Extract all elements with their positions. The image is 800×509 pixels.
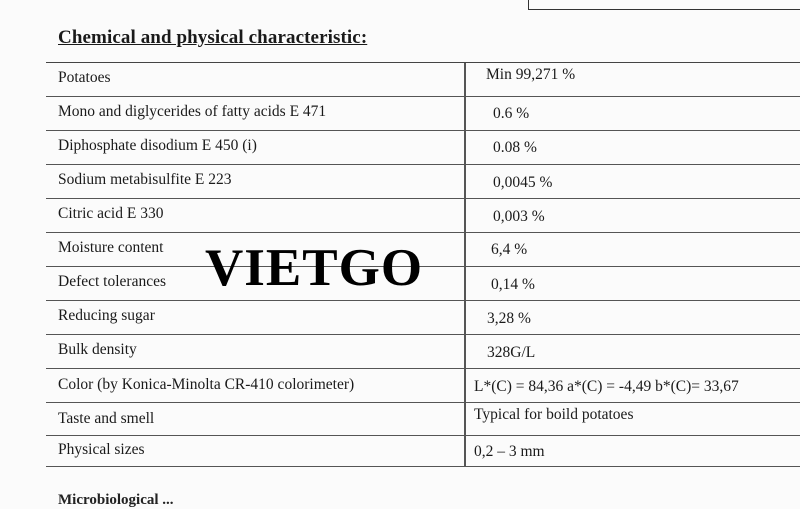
table-row xyxy=(46,436,800,467)
row-label: Defect tolerances xyxy=(58,273,167,290)
row-value: Typical for boild potatoes xyxy=(474,406,634,423)
row-label: Sodium metabisulfite E 223 xyxy=(58,171,232,188)
row-value: 0,14 % xyxy=(491,276,535,293)
table-row xyxy=(46,403,800,436)
row-label: Potatoes xyxy=(58,69,111,86)
next-section-heading: Microbiological ... xyxy=(58,492,174,508)
table-row xyxy=(46,165,800,199)
row-value: 0.08 % xyxy=(493,139,537,156)
row-value: L*(C) = 84,36 a*(C) = -4,49 b*(C)= 33,67 xyxy=(474,378,739,395)
header-box xyxy=(528,0,800,10)
row-value: 6,4 % xyxy=(491,241,528,258)
table-row xyxy=(46,97,800,131)
row-label: Physical sizes xyxy=(58,441,145,458)
row-label: Diphosphate disodium E 450 (i) xyxy=(58,137,257,154)
row-label: Taste and smell xyxy=(58,410,155,427)
row-label: Mono and diglycerides of fatty acids E 471 xyxy=(58,103,327,120)
row-label: Moisture content xyxy=(58,239,164,256)
table-row xyxy=(46,63,800,97)
row-label: Color (by Konica-Minolta CR-410 colorimeter) xyxy=(58,376,355,393)
row-label: Citric acid E 330 xyxy=(58,205,164,222)
row-value: 0.6 % xyxy=(493,105,530,122)
section-heading: Chemical and physical characteristic: xyxy=(58,27,368,48)
table-row xyxy=(46,199,800,233)
row-label: Reducing sugar xyxy=(58,307,155,324)
row-value: 3,28 % xyxy=(487,310,531,327)
table-row xyxy=(46,301,800,335)
column-divider xyxy=(464,63,466,467)
row-label: Bulk density xyxy=(58,341,137,358)
table-row xyxy=(46,369,800,403)
row-value: 0,003 % xyxy=(493,208,545,225)
row-value: Min 99,271 % xyxy=(486,66,576,83)
row-value: 0,0045 % xyxy=(493,174,553,191)
table-row xyxy=(46,131,800,165)
row-value: 0,2 – 3 mm xyxy=(474,443,545,460)
watermark-logo: VIETGO xyxy=(205,239,424,297)
table-row xyxy=(46,335,800,369)
row-value: 328G/L xyxy=(487,344,536,361)
